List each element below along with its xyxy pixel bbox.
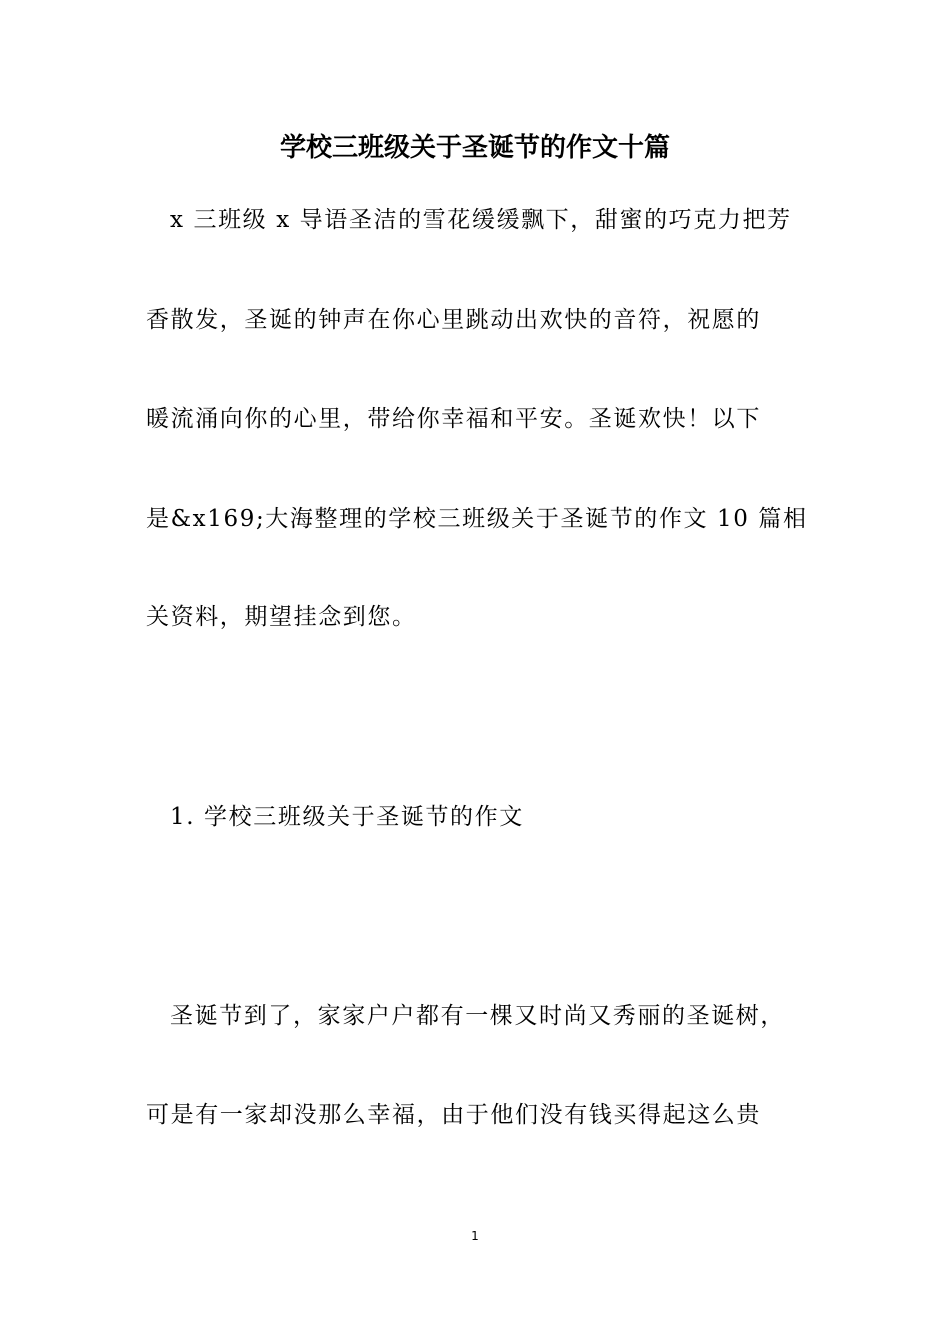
- intro-line-1: x 三班级 x 导语圣洁的雪花缓缓飘下，甜蜜的巧克力把芳: [170, 207, 792, 233]
- section-heading: 1. 学校三班级关于圣诞节的作文: [170, 804, 524, 830]
- document-title: 学校三班级关于圣诞节的作文十篇: [279, 133, 670, 163]
- intro-line-4: 是&x169;大海整理的学校三班级关于圣诞节的作文 10 篇相: [146, 506, 808, 532]
- intro-line-2: 香散发，圣诞的钟声在你心里跳动出欢快的音符，祝愿的: [146, 307, 761, 333]
- page-number: 1: [471, 1229, 479, 1243]
- body-line-1: 圣诞节到了，家家户户都有一棵又时尚又秀丽的圣诞树，: [170, 1003, 785, 1029]
- intro-line-3: 暖流涌向你的心里，带给你幸福和平安。圣诞欢快！以下: [146, 406, 761, 432]
- body-line-2: 可是有一家却没那么幸福，由于他们没有钱买得起这么贵: [146, 1102, 761, 1128]
- intro-line-5: 关资料，期望挂念到您。: [146, 604, 417, 630]
